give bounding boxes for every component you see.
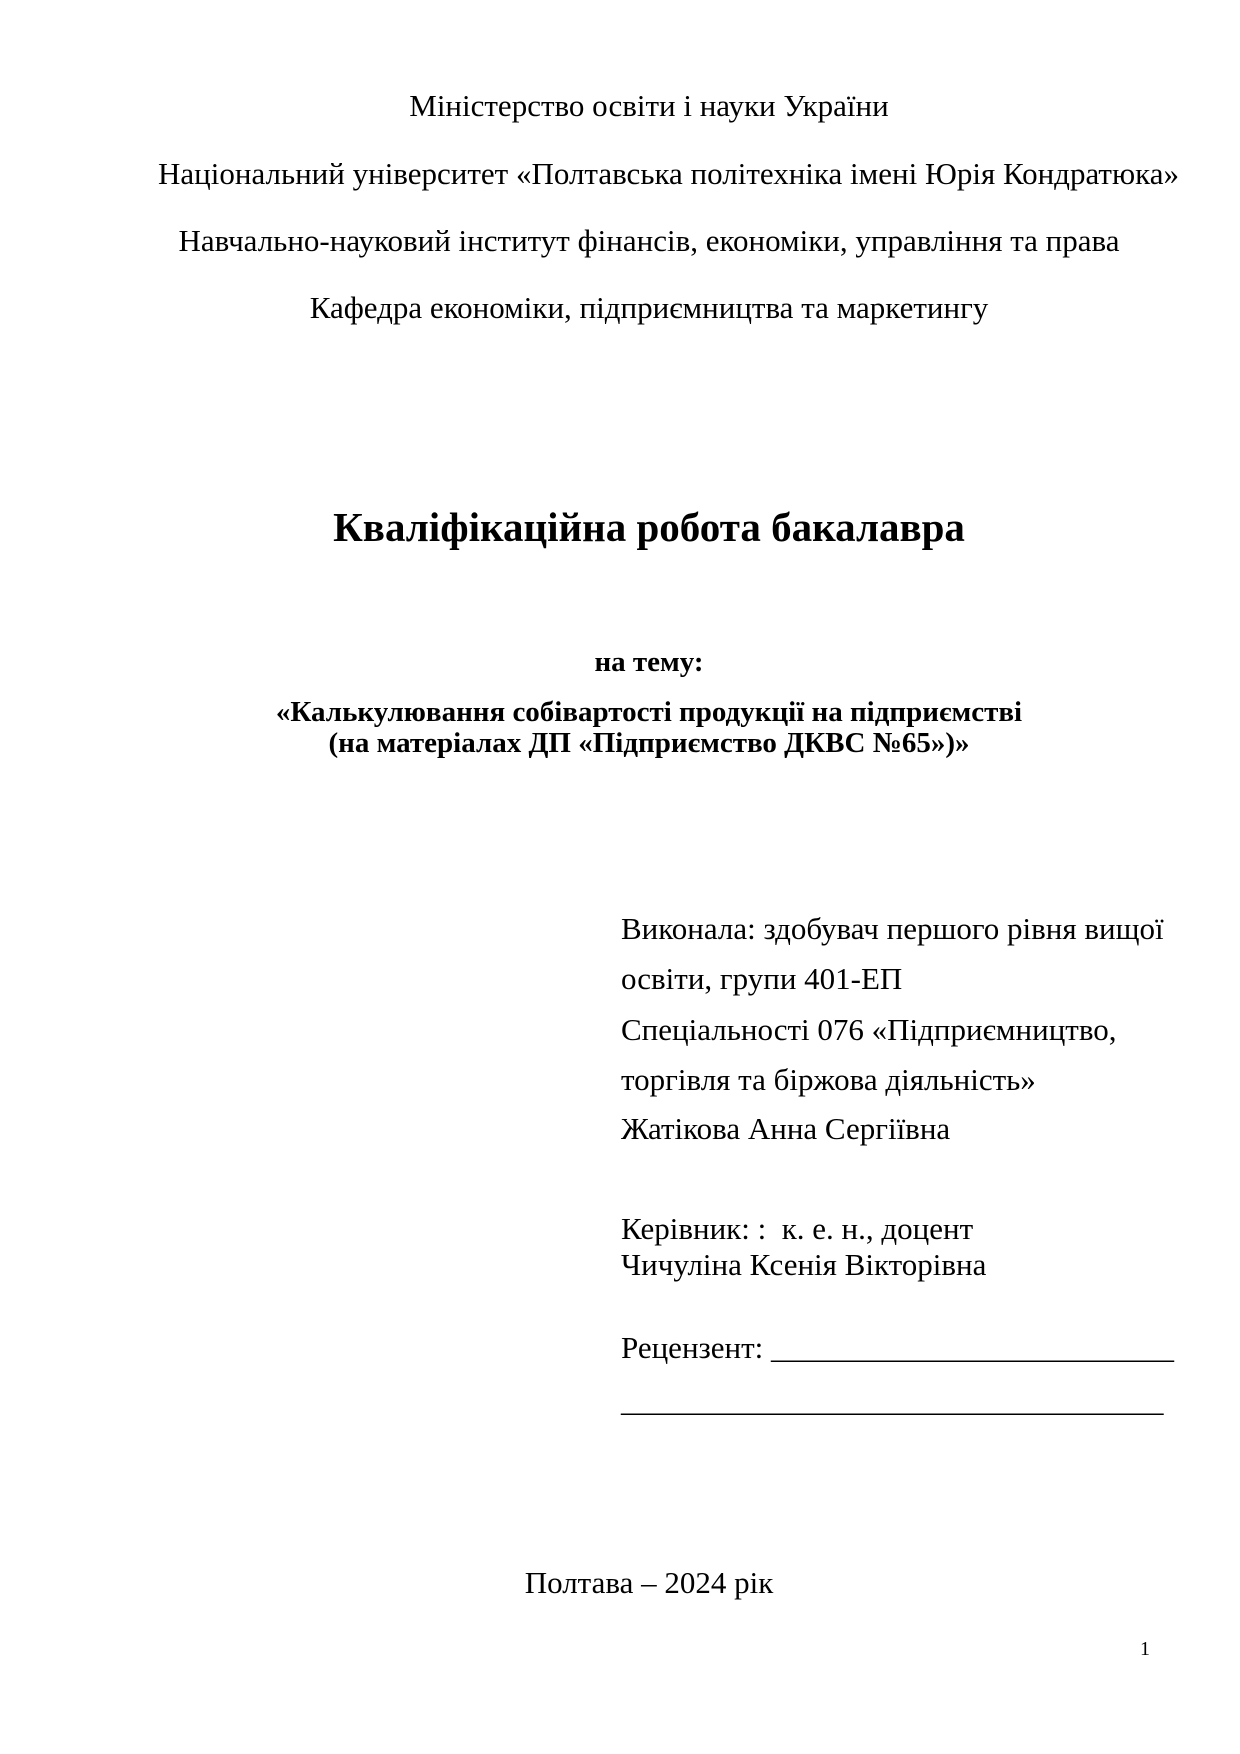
reviewer-line [621, 1332, 1174, 1363]
reviewer-label: Рецензент: [621, 1330, 772, 1365]
supervisor-label: Керівник: : к. е. н., доцент [621, 1211, 974, 1246]
author-line-3: Спеціальності 076 «Підприємництво, [621, 1012, 1117, 1047]
topic-label: на тему: [594, 646, 704, 678]
reviewer-blank-1: __________________________ [771, 1330, 1175, 1365]
page-number: 1 [1140, 1638, 1150, 1660]
reviewer-blank-2: ___________________________________ [621, 1383, 1164, 1418]
document-title: Кваліфікаційна робота бакалавра [333, 504, 965, 550]
author-line-2: освіти, групи 401-ЕП [621, 961, 903, 996]
supervisor-name: Чичуліна Ксенія Вікторівна [621, 1247, 987, 1282]
university-line: Національний університет «Полтавська політехніка імені Юрія Кондратюка» [158, 156, 1179, 191]
author-name: Жатікова Анна Сергіївна [621, 1111, 951, 1146]
author-line-4: торгівля та біржова діяльність» [621, 1062, 1036, 1097]
institute-line: Навчально-науковий інститут фінансів, економіки, управління та права [178, 223, 1120, 258]
city-year: Полтава – 2024 рік [524, 1565, 774, 1600]
ministry-line: Міністерство освіти і науки України [409, 88, 889, 123]
author-line-1: Виконала: здобувач першого рівня вищої [621, 911, 1164, 946]
topic-line-2: (на матеріалах ДП «Підприємство ДКВС №65»)» [328, 727, 970, 759]
department-line: Кафедра економіки, підприємництва та маркетингу [309, 290, 989, 325]
topic-line-1: «Калькулювання собівартості продукції на підприємстві [275, 696, 1023, 728]
